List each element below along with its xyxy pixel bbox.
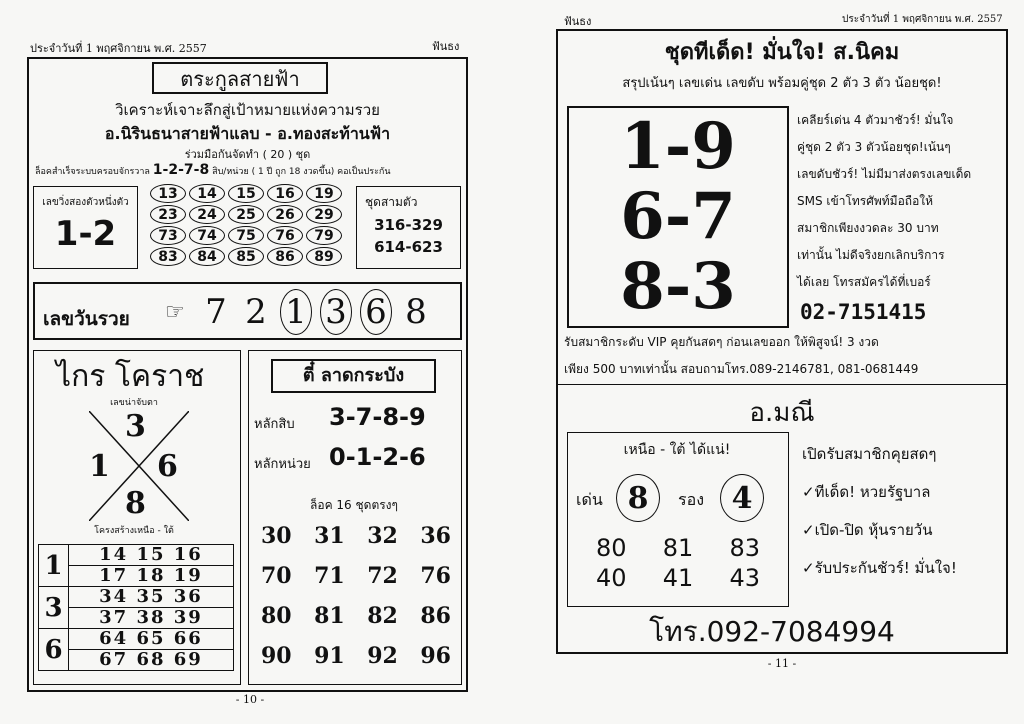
- circle-grid: [150, 184, 346, 268]
- lock16-number: 76: [420, 563, 451, 589]
- vip-line: รับสมาชิกระดับ VIP คุยกันสดๆ ก่อนเลขออก ให้พิสูจน์! 3 งวด: [564, 335, 879, 349]
- lock16-number: 90: [261, 643, 292, 669]
- big-pair-1: 1-9: [620, 109, 736, 184]
- table-row: [39, 566, 234, 587]
- mani-number: 80: [596, 534, 627, 562]
- three-digit-label: ชุดสามตัว: [365, 195, 418, 209]
- right-header-brand: ฟันธง: [564, 15, 592, 28]
- lucky-number: 7: [205, 292, 227, 332]
- lock16-number: 70: [261, 563, 292, 589]
- lock16-grid: [261, 523, 451, 683]
- mani-side-line: ✓ทีเด็ด! หวยรัฐบาล: [802, 483, 931, 501]
- mani-side-line: ✓รับประกันชัวร์! มั่นใจ!: [802, 559, 957, 577]
- circle-number: 89: [306, 247, 342, 266]
- mani-rows: [588, 533, 768, 593]
- lucky-row: [33, 282, 462, 340]
- lock16-number: 31: [314, 523, 345, 549]
- mani-side-line: ✓เปิด-ปิด หุ้นรายวัน: [802, 521, 933, 539]
- right-subtitle: สรุปเน้นๆ เลขเด่น เลขดับ พร้อมคู่ชุด 2 ตัว 3 ตัว น้อยชุด!: [622, 76, 942, 91]
- table-cell: 14 15 16: [69, 545, 234, 566]
- x-top-num: 3: [125, 409, 146, 444]
- left-header-brand: ฟันธง: [432, 40, 460, 53]
- lock16-row: [261, 603, 451, 629]
- circle-number: 84: [189, 247, 225, 266]
- circle-number: 16: [267, 184, 303, 203]
- lock16-row: [261, 643, 451, 669]
- table-row: [39, 650, 234, 671]
- tens-label: หลักสิบ: [254, 417, 295, 432]
- table-head-cell: 1: [39, 545, 69, 587]
- den-value: 8: [616, 474, 660, 522]
- lat-title: ตี๋ ลาดกระบัง: [271, 359, 436, 393]
- lock16-number: 81: [314, 603, 345, 629]
- lock16-number: 92: [367, 643, 398, 669]
- circle-number: 25: [228, 205, 264, 224]
- circle-number: 24: [189, 205, 225, 224]
- lucky-number: 1: [280, 289, 312, 335]
- table-row: [39, 629, 234, 650]
- side-lines: [797, 107, 1002, 296]
- mani-row: [588, 563, 768, 593]
- x-left-num: 1: [89, 449, 110, 484]
- divider: [556, 384, 1008, 385]
- table-row: [39, 587, 234, 608]
- right-page-number: - 11 -: [767, 657, 797, 670]
- circle-number: 83: [150, 247, 186, 266]
- pointing-hand-icon: ☞: [165, 300, 185, 325]
- mani-row: [588, 533, 768, 563]
- lock16-number: 86: [420, 603, 451, 629]
- side-line: เท่านั้น ไม่ดีจริงยกเลิกบริการ: [797, 248, 945, 262]
- page-title: ตระกูลสายฟ้า: [152, 62, 328, 94]
- table-cell: 34 35 36: [69, 587, 234, 608]
- lucky-number: 2: [245, 292, 267, 332]
- lock16-number: 82: [367, 603, 398, 629]
- mani-number: 43: [729, 564, 760, 592]
- lock16-row: [261, 523, 451, 549]
- circle-number: 76: [267, 226, 303, 245]
- side-line: ได้เลย โทรสมัครได้ที่เบอร์: [797, 275, 931, 289]
- lock-suffix: สิบ/หน่วย ( 1 ปี ถูก 18 งวดขึ้น) คอเป็นประกัน: [212, 167, 391, 177]
- side-line: SMS เข้าโทรศัพท์มือถือให้: [797, 194, 934, 208]
- korat-title: ไกร โคราช: [56, 359, 205, 394]
- circle-number: 29: [306, 205, 342, 224]
- circle-number: 85: [228, 247, 264, 266]
- left-page-number: - 10 -: [235, 693, 265, 706]
- table-row: [39, 608, 234, 629]
- mani-side-line: เปิดรับสมาชิกคุยสดๆ: [802, 445, 937, 463]
- mani-title: อ.มณี: [749, 398, 815, 428]
- lucky-number: 6: [360, 289, 392, 335]
- two-digit-label: เลขวิ่งสองตัวหนึ่งตัว: [42, 197, 129, 208]
- lucky-number: 3: [320, 289, 352, 335]
- two-digit-box: [33, 186, 138, 269]
- three-digit-box: [356, 186, 461, 269]
- lock16-number: 36: [420, 523, 451, 549]
- big-pair-3: 8-3: [620, 249, 736, 324]
- rong-label: รอง: [678, 490, 705, 509]
- mani-box: [567, 432, 789, 607]
- lock16-number: 80: [261, 603, 292, 629]
- lock16-number: 32: [367, 523, 398, 549]
- big-pair-2: 6-7: [620, 179, 736, 254]
- lucky-numbers: [200, 289, 432, 335]
- right-title: ชุดทีเด็ด! มั่นใจ! ส.นิคม: [664, 40, 900, 65]
- side-line: เคลียร์เด่น 4 ตัวมาชัวร์! มั่นใจ: [797, 113, 954, 127]
- lock16-label: ล็อค 16 ชุดตรงๆ: [310, 498, 398, 512]
- side-line: สมาชิกเพียงงวดละ 30 บาท: [797, 221, 939, 235]
- circle-row: [150, 247, 346, 266]
- circle-row: [150, 226, 346, 245]
- lock16-number: 72: [367, 563, 398, 589]
- lock-nums: 1-2-7-8: [152, 162, 210, 178]
- mani-side: [802, 435, 1002, 587]
- circle-number: 23: [150, 205, 186, 224]
- table-cell: 17 18 19: [69, 566, 234, 587]
- circle-number: 73: [150, 226, 186, 245]
- units-label: หลักหน่วย: [254, 457, 311, 472]
- rong-value: 4: [720, 474, 764, 522]
- collab-text: ร่วมมือกันจัดทำ ( 20 ) ชุด: [184, 148, 311, 161]
- lat-krabang-box: [248, 350, 462, 685]
- table-cell: 37 38 39: [69, 608, 234, 629]
- circle-number: 86: [267, 247, 303, 266]
- circle-number: 13: [150, 184, 186, 203]
- x-bottom-num: 8: [125, 486, 146, 521]
- mani-number: 83: [729, 534, 760, 562]
- table-cell: 67 68 69: [69, 650, 234, 671]
- north-south: เหนือ - ใต้ ได้แน่!: [623, 442, 731, 458]
- korat-box: [33, 350, 241, 685]
- lucky-number: 8: [405, 292, 427, 332]
- authors: อ.นิรินธนาสายฟ้าแลบ - อ.ทองสะท้านฟ้า: [104, 124, 391, 143]
- lock16-number: 91: [314, 643, 345, 669]
- three-digit-value-2: 614-623: [374, 238, 443, 256]
- lock-text: ล็อคสำเร็จระบบครอบจักรวาล: [35, 167, 150, 177]
- mani-phone: โทร.092-7084994: [649, 615, 895, 648]
- right-header-date: ประจำวันที่ 1 พฤศจิกายน พ.ศ. 2557: [842, 14, 1003, 25]
- lucky-label: เลขวันรวย: [43, 308, 130, 330]
- lock16-number: 71: [314, 563, 345, 589]
- big-pairs-box: [567, 106, 789, 328]
- units-value: 0-1-2-6: [329, 443, 426, 471]
- lock16-number: 96: [420, 643, 451, 669]
- circle-number: 15: [228, 184, 264, 203]
- table-row: [39, 545, 234, 566]
- mani-number: 81: [662, 534, 694, 562]
- circle-number: 26: [267, 205, 303, 224]
- circle-number: 79: [306, 226, 342, 245]
- korat-table: [38, 544, 234, 671]
- three-digit-value-1: 316-329: [374, 216, 443, 234]
- table-head-cell: 6: [39, 629, 69, 671]
- circle-number: 14: [189, 184, 225, 203]
- korat-footer: โครงสร้างเหนือ - ใต้: [94, 526, 174, 536]
- price-line: เพียง 500 บาทเท่านั้น สอบถามโทร.089-2146781, 081-0681449: [564, 362, 919, 376]
- circle-number: 75: [228, 226, 264, 245]
- den-label: เด่น: [576, 490, 603, 509]
- circle-number: 19: [306, 184, 342, 203]
- mani-number: 40: [596, 564, 627, 592]
- tens-value: 3-7-8-9: [329, 403, 426, 431]
- circle-row: [150, 205, 346, 224]
- table-cell: 64 65 66: [69, 629, 234, 650]
- mani-number: 41: [662, 564, 694, 592]
- x-right-num: 6: [157, 449, 178, 484]
- circle-number: 74: [189, 226, 225, 245]
- right-page: [512, 0, 1024, 724]
- korat-sub: เลขน่าจับตา: [110, 398, 158, 408]
- side-line: เลขดับชัวร์! ไม่มีมาส่งตรงเลขเด็ด: [797, 167, 972, 181]
- left-header-date: ประจำวันที่ 1 พฤศจิกายน พ.ศ. 2557: [30, 42, 207, 55]
- phone-big: 02-7151415: [800, 300, 927, 324]
- lock16-number: 30: [261, 523, 292, 549]
- subtitle: วิเคราะห์เจาะลึกสู่เป้าหมายแห่งความรวย: [115, 101, 380, 119]
- circle-row: [150, 184, 346, 203]
- lock-line: [35, 162, 391, 178]
- table-head-cell: 3: [39, 587, 69, 629]
- lock16-row: [261, 563, 451, 589]
- side-line: คู่ชุด 2 ตัว 3 ตัวน้อยชุด!เน้นๆ: [797, 140, 951, 154]
- two-digit-value: 1-2: [54, 214, 117, 254]
